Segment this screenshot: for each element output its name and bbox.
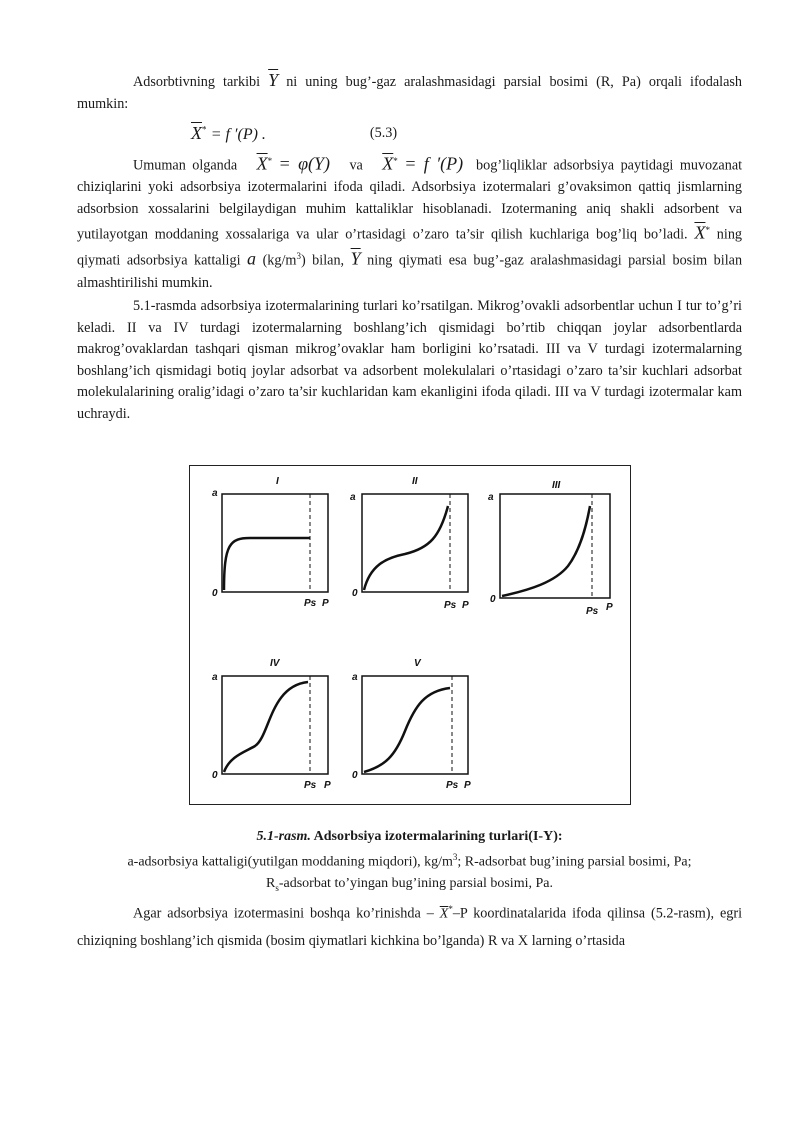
- svg-text:P: P: [462, 600, 469, 611]
- svg-text:a: a: [350, 492, 356, 503]
- svg-text:Ps: Ps: [446, 780, 459, 791]
- panel-i: [212, 476, 329, 609]
- svg-text:P: P: [606, 602, 613, 613]
- svg-text:0: 0: [352, 770, 358, 781]
- svg-text:P: P: [324, 780, 331, 791]
- panel-iii: [488, 480, 613, 617]
- text: ni uning bug’-gaz aralashmasidagi parsial bosimi (R, Pa) orqali ifodalash mumkin:: [77, 74, 743, 112]
- svg-text:0: 0: [352, 588, 358, 599]
- panel-v: [352, 658, 471, 791]
- svg-text:P: P: [464, 780, 471, 791]
- svg-text:a: a: [352, 672, 358, 683]
- equation-formula: $\overline{X}^* = f$ ′(P) .: [191, 122, 266, 143]
- caption-title: 5.1-rasm. Adsorbsiya izotermalarining turlari(I-Y):: [256, 829, 563, 844]
- paragraph-4: Agar adsorbsiya izotermasini boshqa ko’rinishda – $\overline{X}^*-P$ koordinatalarida ifoda qilinsa (5.2-rasm), egri chiziqning boshlang’ich qismida (bosim qiymatlari kichkina bo’lganda) R va X larning o’rtasida: [77, 904, 743, 949]
- paragraph-2: Umuman olganda $\overline{X}^* = \varphi(Y)$ va $\overline{X}^* = f$ ′(P) bog’liqliklar adsorbsiya paytidagi muvozanat chiziqlarini yoki adsorbsiya izotermalarini ifoda qiladi. Adsorbsiya izotermalari g’ovaksimon qattiq jismlarning adsorbsion xossalarini belgilaydigan muhim kattaliklar hisoblanadi. Izotermaning aniq shakli adsorbent va yutilayotgan moddaning xossalariga va ular o’rtasidagi o’zaro ta’sir qilish kuchlariga bog’liq bo’ladi. $\overline{X}^*$ ning qiymati adsorbsiya kattaligi a $(kg/m^3)$ bilan, $\overline{Y}$ ning qiymati esa bug’-gaz aralashmasidagi parsial bosim bilan almashtirilishi mumkin.: [77, 153, 743, 291]
- svg-text:a: a: [212, 672, 218, 683]
- svg-text:Ps: Ps: [304, 598, 317, 609]
- panel-iv-label: IV: [270, 658, 280, 669]
- equation-number: (5.3): [369, 124, 398, 141]
- text-block-after: [77, 896, 742, 954]
- svg-text:Ps: Ps: [444, 600, 457, 611]
- figure-5-1: [189, 465, 631, 805]
- symbol-y: $\overline{Y}$: [268, 70, 279, 90]
- paragraph-3: 5.1-rasmda adsorbsiya izotermalarining turlari ko’rsatilgan. Mikrog’ovakli adsorbentlar uchun I tur to’g’ri keladi. II va IV turdagi izotermalarning boshlang’ich qismidagi bo’rtib chiqqan joylar adsorbentlarda makrog’ovaklardan tashqari qisman mikrog’ovaklar ham borligini ko’rsatadi. III va V turdagi izotermalarning boshlang’ich qismidagi botiq joylar adsorbat va adsorbent molekulalari o’rtasidagi o’zaro ta’sir kuchlari adsorbat molekulalarining oralig’idagi o’zaro ta’sir kuchlaridan kam ekanligini ifoda qiladi. III va V turdagi izotermalar kam uchraydi.: [77, 298, 742, 422]
- caption-line-3: $R_s$-adsorbat to’yingan bug’ining parsial bosimi, Pa.: [266, 875, 553, 893]
- panel-iv: [212, 658, 331, 791]
- svg-text:0: 0: [212, 770, 218, 781]
- panel-ii-label: II: [412, 476, 418, 487]
- isotherm-figure: [190, 466, 630, 804]
- panel-v-label: V: [414, 658, 421, 669]
- caption-line-2: a-adsorbsiya kattaligi(yutilgan moddaning miqdori), $kg/m^3$; R-adsorbat bug’ining parsial bosimi, Pa;: [127, 852, 692, 870]
- text-block: [77, 70, 742, 425]
- svg-text:Ps: Ps: [304, 780, 317, 791]
- panel-ii: [350, 476, 469, 611]
- svg-text:0: 0: [490, 594, 496, 605]
- svg-text:a: a: [212, 488, 218, 499]
- svg-text:Ps: Ps: [586, 606, 599, 617]
- svg-text:0: 0: [212, 588, 218, 599]
- panel-i-label: I: [276, 476, 279, 487]
- equation-5-3: [77, 115, 742, 151]
- svg-text:a: a: [488, 492, 494, 503]
- figure-caption: [77, 826, 742, 898]
- text: Adsorbtivning tarkibi: [133, 74, 261, 90]
- paragraph-1: [77, 70, 742, 115]
- panel-iii-label: III: [552, 480, 561, 491]
- svg-text:P: P: [322, 598, 329, 609]
